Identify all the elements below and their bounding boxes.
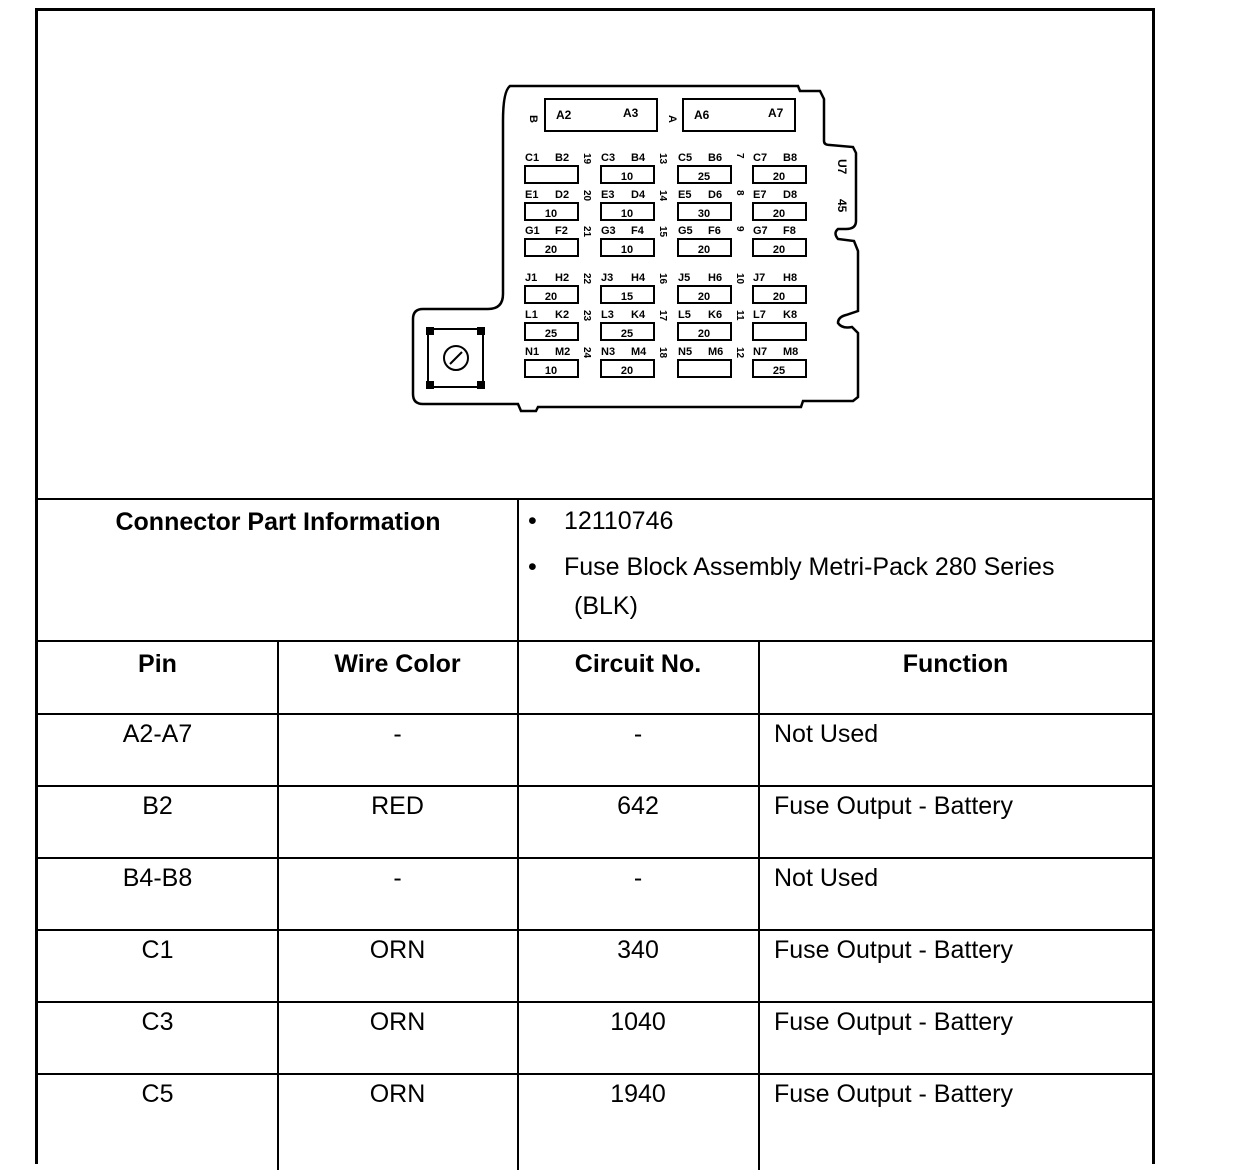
- cavity-number: 17: [657, 310, 668, 322]
- cavity-number: 8: [734, 190, 745, 196]
- side-letter-b: B: [527, 115, 539, 123]
- fuse-rating: 20: [772, 171, 786, 183]
- part-color: (BLK): [574, 592, 638, 620]
- fuse-block-diagram: [38, 11, 1152, 501]
- pin-label: E1: [525, 189, 539, 201]
- cavity-number: 16: [657, 273, 668, 285]
- pin-label: B4: [631, 152, 646, 164]
- col-rule: [758, 642, 760, 1170]
- pin-label: C7: [753, 152, 768, 164]
- fuse-rating: 10: [620, 244, 634, 256]
- pin-cell: A2-A7: [122, 720, 193, 748]
- wire-color-cell: -: [393, 720, 402, 748]
- pin-label: E5: [678, 189, 692, 201]
- fuse-rating: 20: [697, 328, 711, 340]
- part-description-item: [528, 549, 1054, 585]
- cavity-number: 22: [581, 273, 592, 285]
- function-cell: Not Used: [774, 720, 879, 748]
- cavity-number: 7: [734, 153, 745, 159]
- pin-label: K8: [783, 309, 798, 321]
- pin-label: M8: [783, 346, 799, 358]
- fuse-block-drawing: [38, 11, 1152, 501]
- function-cell: Fuse Output - Battery: [774, 1008, 1013, 1036]
- wire-color-cell: ORN: [369, 1080, 426, 1108]
- pin-label: B2: [555, 152, 570, 164]
- cavity-number: 15: [657, 226, 668, 238]
- pin-label: J3: [601, 272, 614, 284]
- pin-label: J7: [753, 272, 766, 284]
- pin-label: K6: [708, 309, 723, 321]
- fuse-rating: 20: [697, 244, 711, 256]
- part-number: 12110746: [564, 507, 674, 535]
- pin-label: E7: [753, 189, 767, 201]
- header-function: Function: [902, 650, 1009, 678]
- header-top-rule: [38, 640, 1152, 642]
- circuit-cell: 340: [617, 936, 659, 964]
- pin-label: D6: [708, 189, 723, 201]
- pin-label: L7: [753, 309, 766, 321]
- table-top-rule: [38, 498, 1152, 500]
- fuse-rating: 20: [772, 244, 786, 256]
- pin-cell: B4-B8: [122, 864, 193, 892]
- pin-label: M4: [631, 346, 647, 358]
- pin-cell: C5: [141, 1080, 174, 1108]
- circuit-cell: 642: [617, 792, 659, 820]
- circuit-cell: 1940: [610, 1080, 666, 1108]
- fuse-rating: 10: [620, 208, 634, 220]
- fuse-rating: 20: [544, 244, 558, 256]
- part-number-item: [528, 503, 673, 539]
- row-rule: [38, 929, 1152, 931]
- pin-label: M2: [555, 346, 571, 358]
- connector-part-info-label: Connector Part Information: [115, 508, 441, 536]
- fuse-rating: 20: [544, 291, 558, 303]
- fuse-rating: 25: [697, 171, 711, 183]
- fuse-rating: 10: [544, 208, 558, 220]
- row-rule: [38, 1001, 1152, 1003]
- wire-color-cell: ORN: [369, 1008, 426, 1036]
- cavity-number: 19: [581, 153, 592, 165]
- pin-label-a2: A2: [556, 108, 572, 122]
- col-rule: [517, 500, 519, 1170]
- pin-label: G3: [601, 225, 616, 237]
- cavity-number: 24: [581, 347, 592, 359]
- pin-label: L1: [525, 309, 538, 321]
- pin-label: B8: [783, 152, 798, 164]
- pin-label: N7: [753, 346, 768, 358]
- side-label-u7: U7: [835, 159, 849, 175]
- function-cell: Fuse Output - Battery: [774, 1080, 1013, 1108]
- fuse-rating: 20: [772, 208, 786, 220]
- circuit-cell: 1040: [610, 1008, 666, 1036]
- pin-label: D2: [555, 189, 570, 201]
- fuse-rating: 20: [620, 365, 634, 377]
- fuse-slot: [678, 360, 731, 377]
- pin-label: K4: [631, 309, 646, 321]
- pin-label: G1: [525, 225, 540, 237]
- header-circuit-no: Circuit No.: [574, 650, 702, 678]
- part-color-item: [574, 588, 638, 624]
- circuit-cell: -: [633, 720, 643, 748]
- pin-label: H4: [631, 272, 646, 284]
- pin-label: D8: [783, 189, 798, 201]
- header-pin: Pin: [138, 650, 177, 678]
- pin-cell: C1: [141, 936, 174, 964]
- fuse-rating: 25: [772, 365, 786, 377]
- cavity-number: 13: [657, 153, 668, 165]
- fuse-rating: 10: [544, 365, 558, 377]
- pin-label: C3: [601, 152, 616, 164]
- pin-label: N5: [678, 346, 693, 358]
- pin-label: C5: [678, 152, 693, 164]
- cavity-number: 20: [581, 190, 592, 202]
- row-rule: [38, 713, 1152, 715]
- wire-color-cell: -: [393, 864, 402, 892]
- fuse-rating: 25: [544, 328, 558, 340]
- cavity-number: 18: [657, 347, 668, 359]
- pin-label: H2: [555, 272, 570, 284]
- function-cell: Fuse Output - Battery: [774, 792, 1013, 820]
- fuse-rating: 15: [620, 291, 634, 303]
- function-cell: Fuse Output - Battery: [774, 936, 1013, 964]
- pin-label: H6: [708, 272, 723, 284]
- cavity-number: 23: [581, 310, 592, 322]
- fuse-block-outline: [413, 86, 858, 411]
- fuse-rating: 30: [697, 208, 711, 220]
- circuit-cell: -: [633, 864, 643, 892]
- side-label-45: 45: [835, 199, 849, 213]
- pin-label: N1: [525, 346, 540, 358]
- function-cell: Not Used: [774, 864, 879, 892]
- pin-label: E3: [601, 189, 615, 201]
- cavity-number: 14: [657, 190, 668, 202]
- wire-color-cell: RED: [371, 792, 424, 820]
- row-rule: [38, 1073, 1152, 1075]
- side-letter-a: A: [666, 115, 678, 123]
- row-rule: [38, 857, 1152, 859]
- pin-label: L3: [601, 309, 614, 321]
- pin-label: L5: [678, 309, 691, 321]
- mounting-bolt: [426, 327, 485, 389]
- row-rule: [38, 785, 1152, 787]
- pin-cell: C3: [141, 1008, 174, 1036]
- pin-label: F4: [631, 225, 644, 237]
- fuse-slot: [525, 166, 578, 183]
- bullet-icon: •: [528, 507, 537, 535]
- pin-label: F8: [783, 225, 796, 237]
- pin-label: N3: [601, 346, 616, 358]
- pin-label: C1: [525, 152, 540, 164]
- cavity-number: 21: [581, 226, 592, 238]
- cavity-number: 11: [734, 310, 745, 321]
- pin-label: F6: [708, 225, 721, 237]
- pin-label: H8: [783, 272, 798, 284]
- cavity-number: 10: [734, 273, 745, 285]
- wire-color-cell: ORN: [369, 936, 426, 964]
- pin-label: K2: [555, 309, 570, 321]
- fuse-rating: 20: [772, 291, 786, 303]
- pin-label-a6: A6: [694, 108, 710, 122]
- part-description: Fuse Block Assembly Metri-Pack 280 Series: [564, 553, 1055, 581]
- pin-label: J1: [525, 272, 538, 284]
- cavity-number: 12: [734, 347, 745, 359]
- pin-label-a3: A3: [623, 106, 639, 120]
- pin-cell: B2: [142, 792, 173, 820]
- fuse-slot: [753, 323, 806, 340]
- pin-label: M6: [708, 346, 724, 358]
- connector-end-view-sheet: [35, 8, 1155, 1164]
- fuse-rating: 20: [697, 291, 711, 303]
- bullet-icon: •: [528, 553, 537, 581]
- pin-label: B6: [708, 152, 723, 164]
- header-wire-color: Wire Color: [334, 650, 461, 678]
- pin-label: G7: [753, 225, 768, 237]
- pin-label: J5: [678, 272, 691, 284]
- pin-label: F2: [555, 225, 568, 237]
- fuse-rating: 10: [620, 171, 634, 183]
- pin-label-a7: A7: [768, 106, 784, 120]
- fuse-rating: 25: [620, 328, 634, 340]
- pin-label: G5: [678, 225, 693, 237]
- cavity-number: 9: [734, 226, 745, 232]
- pin-label: D4: [631, 189, 646, 201]
